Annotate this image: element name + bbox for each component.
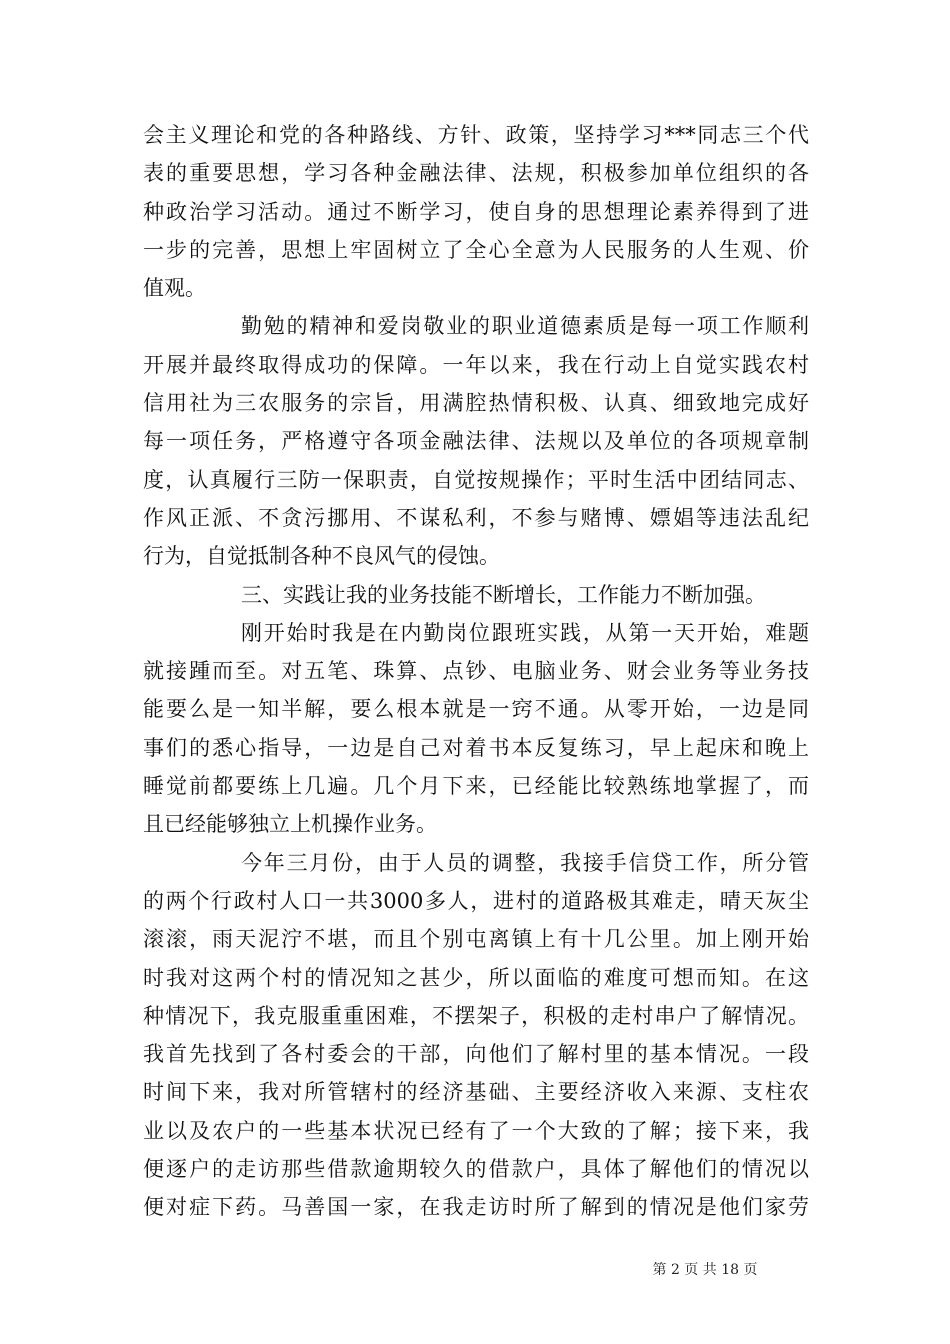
text-line: 行为，自觉抵制各种不良风气的侵蚀。 [143,544,500,569]
paragraph-first-line: 今年三月份，由于人员的调整，我接手信贷工作，所分管 [241,850,809,875]
document-body [143,116,809,1227]
section-heading: 三、实践让我的业务技能不断增长，工作能力不断加强。 [241,582,766,607]
paragraph-first-line: 刚开始时我是在内勤岗位跟班实践，从第一天开始，难题 [241,620,809,645]
text-line: 能要么是一知半解，要么根本就是一窍不通。从零开始，一边是同 [143,697,809,722]
text-line: 每一项任务，严格遵守各项金融法律、法规以及单位的各项规章制 [143,429,809,454]
text-line: 表的重要思想，学习各种金融法律、法规，积极参加单位组织的各 [143,161,809,186]
text-line: 且已经能够独立上机操作业务。 [143,812,437,837]
text-line: 一步的完善，思想上牢固树立了全心全意为人民服务的人生观、价 [143,237,809,262]
text-line: 就接踵而至。对五笔、珠算、点钞、电脑业务、财会业务等业务技 [143,659,809,684]
text-line: 业以及农户的一些基本状况已经有了一个大致的了解；接下来，我 [143,1118,809,1143]
text-line: 值观。 [143,276,206,301]
text-line: 便对症下药。马善国一家，在我走访时所了解到的情况是他们家劳 [143,1195,809,1220]
text-line: 信用社为三农服务的宗旨，用满腔热情积极、认真、细致地完成好 [143,391,809,416]
text-line: 事们的悉心指导，一边是自己对着书本反复练习，早上起床和晚上 [143,735,809,760]
text-line: 的两个行政村人口一共3000多人，进村的道路极其难走，晴天灰尘 [143,888,809,913]
text-line: 滚滚，雨天泥泞不堪，而且个别屯离镇上有十几公里。加上刚开始 [143,927,809,952]
text-line: 会主义理论和党的各种路线、方针、政策，坚持学习***同志三个代 [143,123,809,147]
page-number: 第 2 页 共 18 页 [652,1262,758,1278]
paragraph-first-line: 勤勉的精神和爱岗敬业的职业道德素质是每一项工作顺利 [241,314,809,339]
text-line: 开展并最终取得成功的保障。一年以来，我在行动上自觉实践农村 [143,352,809,377]
text-line: 时间下来，我对所管辖村的经济基础、主要经济收入来源、支柱农 [143,1080,809,1105]
text-line: 睡觉前都要练上几遍。几个月下来，已经能比较熟练地掌握了，而 [143,774,809,799]
page-footer [0,1259,950,1279]
text-line: 我首先找到了各村委会的干部，向他们了解村里的基本情况。一段 [143,1042,809,1067]
text-line: 作风正派、不贪污挪用、不谋私利，不参与赌博、嫖娼等违法乱纪 [143,505,809,530]
text-line: 时我对这两个村的情况知之甚少，所以面临的难度可想而知。在这 [143,965,809,990]
text-line: 种政治学习活动。通过不断学习，使自身的思想理论素养得到了进 [143,199,809,224]
text-line: 度，认真履行三防一保职责，自觉按规操作；平时生活中团结同志、 [143,467,809,492]
text-line: 种情况下，我克服重重困难，不摆架子，积极的走村串户了解情况。 [143,1003,809,1028]
text-line: 便逐户的走访那些借款逾期较久的借款户，具体了解他们的情况以 [143,1157,809,1182]
